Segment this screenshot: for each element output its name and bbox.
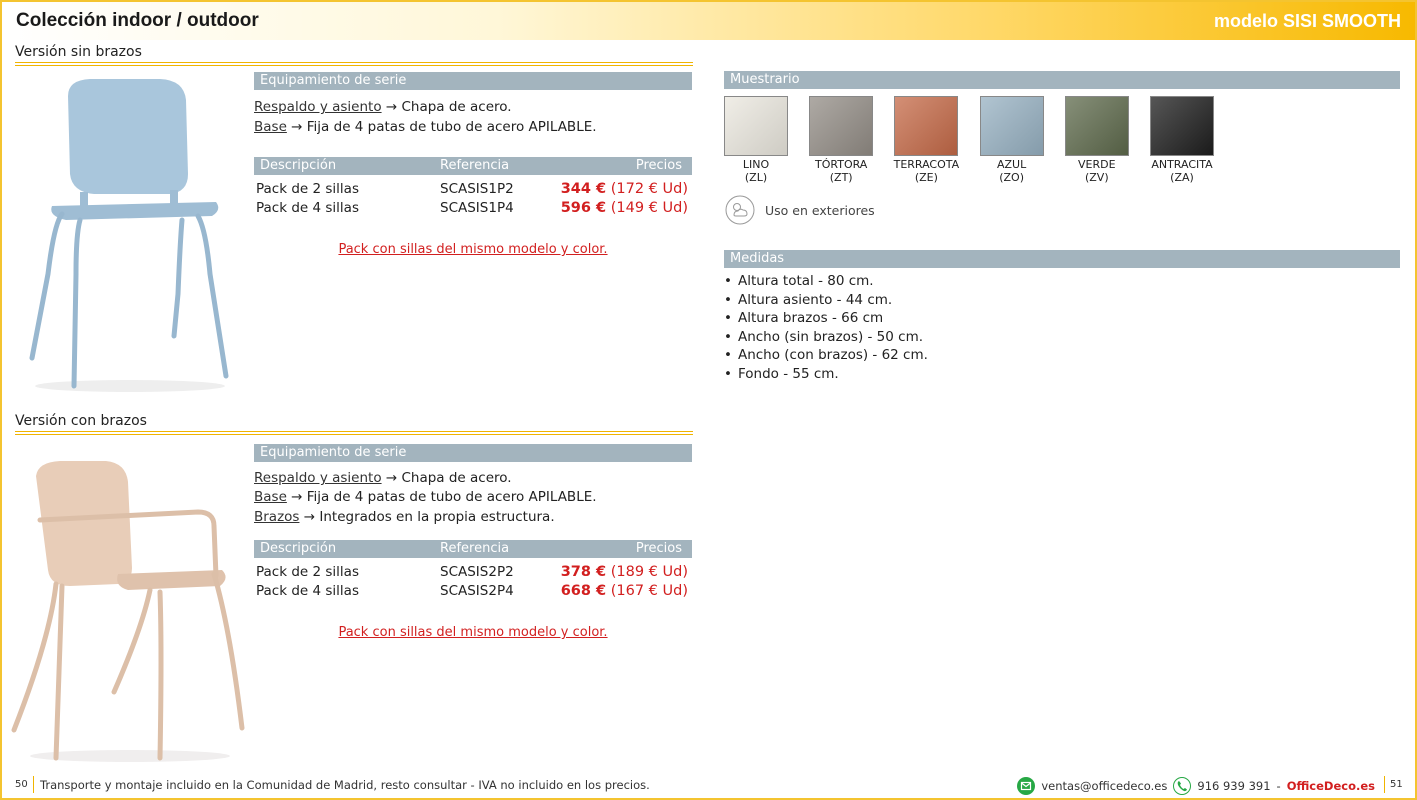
phone-link[interactable]: 916 939 391 [1197, 779, 1271, 793]
page-footer [0, 772, 1417, 798]
row-price: 596 € (149 € Ud) [560, 200, 688, 216]
feature-text: → Integrados en la propia estructura. [303, 509, 555, 525]
feature-base [254, 489, 597, 505]
table-row [256, 181, 688, 200]
measure-item: • Altura total - 80 cm. [724, 273, 928, 292]
swatch-lino [724, 96, 788, 156]
swatch-code: (ZO) [999, 170, 1024, 184]
footer-contact [1017, 777, 1375, 795]
feature-respaldo [254, 99, 512, 115]
swatch-name: AZUL [996, 158, 1027, 171]
model-name: modelo SISI SMOOTH [1213, 11, 1401, 31]
row-price: 344 € (172 € Ud) [560, 181, 688, 197]
chair-image-sin-brazos [20, 74, 240, 394]
col-precios: Precios [635, 541, 682, 556]
col-descripcion: Descripción [260, 541, 337, 556]
swatch-name: LINO [742, 158, 770, 171]
row-price: 668 € (167 € Ud) [560, 583, 688, 599]
feature-label: Respaldo y asiento [254, 470, 382, 486]
measures-list [724, 273, 928, 384]
email-link[interactable]: ventas@officedeco.es [1041, 779, 1168, 793]
swatch-antracita [1150, 96, 1214, 156]
swatch-label [711, 159, 801, 184]
email-icon [1017, 777, 1035, 795]
swatch-code: (ZL) [744, 170, 768, 184]
feature-text: → Chapa de acero. [385, 470, 512, 486]
swatch-terracota [894, 96, 958, 156]
phone-icon [1173, 777, 1191, 795]
page-number-left: 50 [15, 779, 28, 790]
col-referencia: Referencia [440, 158, 510, 173]
row-ref: SCASIS2P2 [440, 564, 514, 580]
swatch-code: (ZV) [1084, 170, 1109, 184]
swatch-label [796, 159, 886, 184]
price-table-header [254, 157, 692, 175]
swatch-tórtora [809, 96, 873, 156]
swatch-name: TÓRTORA [815, 158, 868, 171]
swatch-label [967, 159, 1057, 184]
feature-label: Brazos [254, 509, 300, 525]
page-number-right: 51 [1390, 779, 1403, 790]
feature-respaldo [254, 470, 512, 486]
col-precios: Precios [635, 158, 682, 173]
feature-text: → Fija de 4 patas de tubo de acero APILABLE. [291, 489, 597, 505]
row-ref: SCASIS1P2 [440, 181, 514, 197]
section-divider [15, 431, 693, 435]
swatch-name: TERRACOTA [893, 158, 960, 171]
section-divider [15, 62, 693, 66]
row-desc: Pack de 2 sillas [256, 564, 359, 580]
medidas-header: Medidas [724, 250, 1400, 268]
equip-header: Equipamiento de serie [254, 444, 692, 462]
swatch-verde [1065, 96, 1129, 156]
swatch-code: (ZE) [914, 170, 938, 184]
feature-label: Base [254, 119, 287, 135]
measure-item: • Fondo - 55 cm. [724, 366, 928, 385]
muestrario-header: Muestrario [724, 71, 1400, 89]
feature-base [254, 119, 597, 135]
pack-note[interactable]: Pack con sillas del mismo modelo y color. [338, 242, 608, 257]
table-row [256, 583, 688, 602]
swatch-azul [980, 96, 1044, 156]
feature-label: Respaldo y asiento [254, 99, 382, 115]
page-header [2, 2, 1415, 40]
swatch-label [1052, 159, 1142, 184]
row-ref: SCASIS2P4 [440, 583, 514, 599]
section-title-con-brazos: Versión con brazos [15, 413, 147, 429]
feature-text: → Chapa de acero. [385, 99, 512, 115]
col-referencia: Referencia [440, 541, 510, 556]
swatch-code: (ZA) [1170, 170, 1194, 184]
col-descripcion: Descripción [260, 158, 337, 173]
brand-link[interactable]: OfficeDeco.es [1286, 779, 1375, 793]
measure-item: • Ancho (con brazos) - 62 cm. [724, 347, 928, 366]
footer-note: Transporte y montaje incluido en la Comunidad de Madrid, resto consultar - IVA no incluido en los precios. [40, 778, 650, 792]
footer-divider [33, 776, 34, 793]
swatch-label [1137, 159, 1227, 184]
feature-label: Base [254, 489, 287, 505]
row-desc: Pack de 2 sillas [256, 181, 359, 197]
swatch-name: VERDE [1078, 158, 1116, 171]
equip-header: Equipamiento de serie [254, 72, 692, 90]
table-row [256, 200, 688, 219]
feature-brazos [254, 509, 555, 525]
row-desc: Pack de 4 sillas [256, 583, 359, 599]
swatch-name: ANTRACITA [1151, 158, 1213, 171]
table-row [256, 564, 688, 583]
measure-item: • Altura asiento - 44 cm. [724, 292, 928, 311]
measure-item: • Altura brazos - 66 cm [724, 310, 928, 329]
swatch-code: (ZT) [829, 170, 853, 184]
footer-divider [1384, 776, 1385, 793]
feature-text: → Fija de 4 patas de tubo de acero APILABLE. [291, 119, 597, 135]
section-title-sin-brazos: Versión sin brazos [15, 44, 142, 60]
outdoor-weather-icon [725, 195, 755, 225]
chair-image-con-brazos [10, 458, 250, 763]
row-ref: SCASIS1P4 [440, 200, 514, 216]
page-title: Colección indoor / outdoor [16, 10, 259, 31]
row-price: 378 € (189 € Ud) [560, 564, 688, 580]
outdoor-use-label: Uso en exteriores [765, 203, 875, 218]
measure-item: • Ancho (sin brazos) - 50 cm. [724, 329, 928, 348]
footer-dash: - [1276, 779, 1281, 793]
pack-note[interactable]: Pack con sillas del mismo modelo y color. [338, 625, 608, 640]
row-desc: Pack de 4 sillas [256, 200, 359, 216]
price-table-header [254, 540, 692, 558]
swatch-label [881, 159, 971, 184]
